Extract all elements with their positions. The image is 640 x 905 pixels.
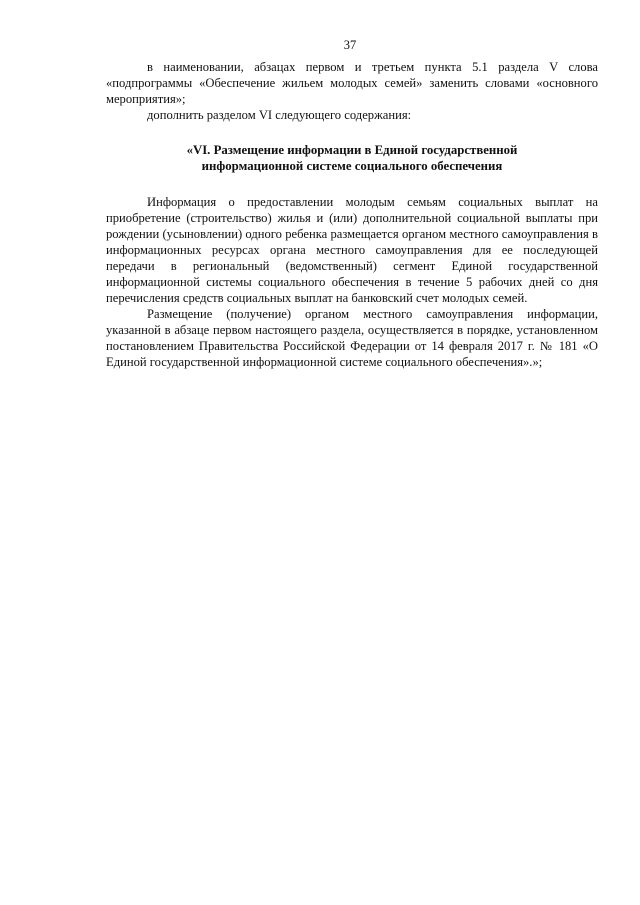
amendment-paragraph-1: в наименовании, абзацах первом и третьем пункта 5.1 раздела V слова «подпрограммы «Обеспечение жильем молодых семей» заменить словами «основного мероприятия»; [106, 60, 598, 106]
section-heading-line-1: «VI. Размещение информации в Единой государственной [186, 143, 518, 157]
amendment-paragraph-2: дополнить разделом VI следующего содержания: [147, 108, 412, 122]
section-paragraph-1: Информация о предоставлении молодым семьям социальных выплат на приобретение (строительство) жилья и (или) дополнительной социальной выплаты при рождении (усыновлении) одного ребенка размещается органом местного самоуправления в информационных ресурсах органа местного самоуправления для ее последующей передачи в региональный (ведомственный) сегмент Единой государственной информационной системы социального обеспечения в течение 5 рабочих дней со дня перечисления средств социальных выплат на банковский счет молодых семей. [106, 195, 598, 305]
section-heading-line-2: информационной системе социального обеспечения [201, 159, 503, 173]
document-body [106, 59, 598, 370]
section-heading [106, 142, 598, 174]
page-number: 37 [343, 38, 357, 52]
section-paragraph-2: Размещение (получение) органом местного самоуправления информации, указанной в абзаце первом настоящего раздела, осуществляется в порядке, установленном постановлением Правительства Российской Федерации от 14 февраля 2017 г. № 181 «О Единой государственной информационной системе социального обеспечения».»; [106, 307, 598, 369]
